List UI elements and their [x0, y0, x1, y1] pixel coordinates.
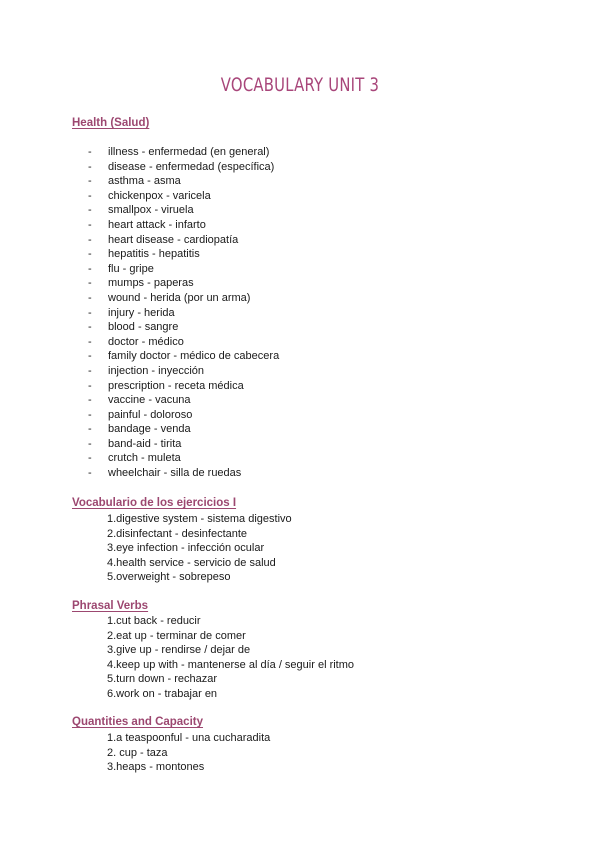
list-item-text: smallpox - viruela	[108, 204, 194, 217]
list-item-text: wheelchair - silla de ruedas	[108, 467, 242, 480]
list-item: 6.work on - trabajar en	[107, 687, 218, 700]
quantities-list	[107, 731, 270, 775]
dash-bullet: -	[88, 364, 92, 377]
dash-bullet: -	[88, 262, 92, 275]
list-item	[88, 145, 279, 160]
list-item	[88, 466, 279, 481]
dash-bullet: -	[88, 394, 92, 407]
list-item	[88, 160, 279, 175]
list-item: 3.give up - rendirse / dejar de	[107, 644, 251, 657]
dash-bullet: -	[88, 160, 92, 173]
dash-bullet: -	[88, 175, 92, 188]
list-item-text: asthma - asma	[108, 175, 181, 188]
list-item	[88, 379, 279, 394]
dash-bullet: -	[88, 277, 92, 290]
section-heading-quantities: Quantities and Capacity	[72, 716, 204, 728]
list-item: 2. cup - taza	[107, 746, 168, 759]
list-item-text: heart attack - infarto	[108, 218, 206, 231]
dash-bullet: -	[88, 218, 92, 231]
list-item	[88, 247, 279, 262]
dash-bullet: -	[88, 189, 92, 202]
list-item-text: mumps - paperas	[108, 277, 194, 290]
list-item-text: hepatitis - hepatitis	[108, 248, 200, 261]
list-item: 3.eye infection - infección ocular	[107, 542, 265, 555]
section-heading-exercises: Vocabulario de los ejercicios I	[72, 497, 237, 509]
list-item	[88, 203, 279, 218]
list-item	[88, 233, 279, 248]
list-item-text: heart disease - cardiopatía	[108, 233, 239, 246]
list-item-text: prescription - receta médica	[108, 379, 244, 392]
list-item	[88, 451, 279, 466]
dash-bullet: -	[88, 204, 92, 217]
list-item	[88, 174, 279, 189]
section-heading-phrasal-verbs: Phrasal Verbs	[72, 600, 149, 612]
list-item: 1.digestive system - sistema digestivo	[107, 513, 292, 525]
dash-bullet: -	[88, 233, 92, 246]
list-item	[88, 320, 279, 335]
list-item-text: wound - herida (por un arma)	[108, 291, 251, 304]
dash-bullet: -	[88, 379, 92, 392]
list-item	[88, 335, 279, 350]
list-item-text: vaccine - vacuna	[108, 394, 191, 407]
list-item	[88, 262, 279, 277]
exercises-vocabulary-list	[107, 512, 292, 585]
dash-bullet: -	[88, 437, 92, 450]
list-item: 4.keep up with - mantenerse al día / seguir el ritmo	[107, 658, 355, 671]
dash-bullet: -	[88, 350, 92, 363]
health-vocabulary-list	[88, 145, 279, 481]
list-item	[88, 393, 279, 408]
list-item-text: doctor - médico	[108, 335, 184, 348]
list-item-text: disease - enfermedad (específica)	[108, 160, 275, 173]
dash-bullet: -	[88, 321, 92, 334]
list-item: 4.health service - servicio de salud	[107, 556, 276, 569]
list-item-text: injection - inyección	[108, 364, 204, 377]
list-item-text: bandage - venda	[108, 423, 191, 436]
dash-bullet: -	[88, 408, 92, 421]
list-item-text: family doctor - médico de cabecera	[108, 350, 280, 363]
list-item	[88, 364, 279, 379]
dash-bullet: -	[88, 452, 92, 465]
list-item: 5.turn down - rechazar	[107, 673, 218, 686]
dash-bullet: -	[88, 248, 92, 261]
list-item-text: painful - doloroso	[108, 408, 193, 421]
list-item-text: injury - herida	[108, 306, 175, 319]
page-title: VOCABULARY UNIT 3	[220, 74, 380, 96]
list-item: 2.disinfectant - desinfectante	[107, 527, 248, 540]
dash-bullet: -	[88, 335, 92, 348]
dash-bullet: -	[88, 423, 92, 436]
list-item-text: chickenpox - varicela	[108, 189, 211, 202]
list-item	[88, 408, 279, 423]
list-item-text: crutch - muleta	[108, 452, 181, 465]
list-item: 5.overweight - sobrepeso	[107, 571, 231, 584]
dash-bullet: -	[88, 467, 92, 480]
list-item-text: band-aid - tirita	[108, 437, 182, 450]
list-item-text: illness - enfermedad (en general)	[108, 146, 270, 158]
list-item: 3.heaps - montones	[107, 761, 205, 774]
list-item	[88, 218, 279, 233]
phrasal-verbs-list	[107, 614, 354, 702]
dash-bullet: -	[88, 291, 92, 304]
list-item: 1.a teaspoonful - una cucharadita	[107, 732, 271, 744]
list-item	[88, 437, 279, 452]
list-item	[88, 422, 279, 437]
list-item	[88, 276, 279, 291]
list-item-text: flu - gripe	[108, 262, 154, 275]
section-heading-health: Health (Salud)	[72, 117, 150, 129]
list-item	[88, 189, 279, 204]
dash-bullet: -	[88, 306, 92, 319]
list-item-text: blood - sangre	[108, 321, 179, 334]
dash-bullet: -	[88, 146, 92, 158]
list-item	[88, 291, 279, 306]
list-item: 1.cut back - reducir	[107, 615, 201, 627]
list-item: 2.eat up - terminar de comer	[107, 629, 246, 642]
list-item	[88, 306, 279, 321]
list-item	[88, 349, 279, 364]
